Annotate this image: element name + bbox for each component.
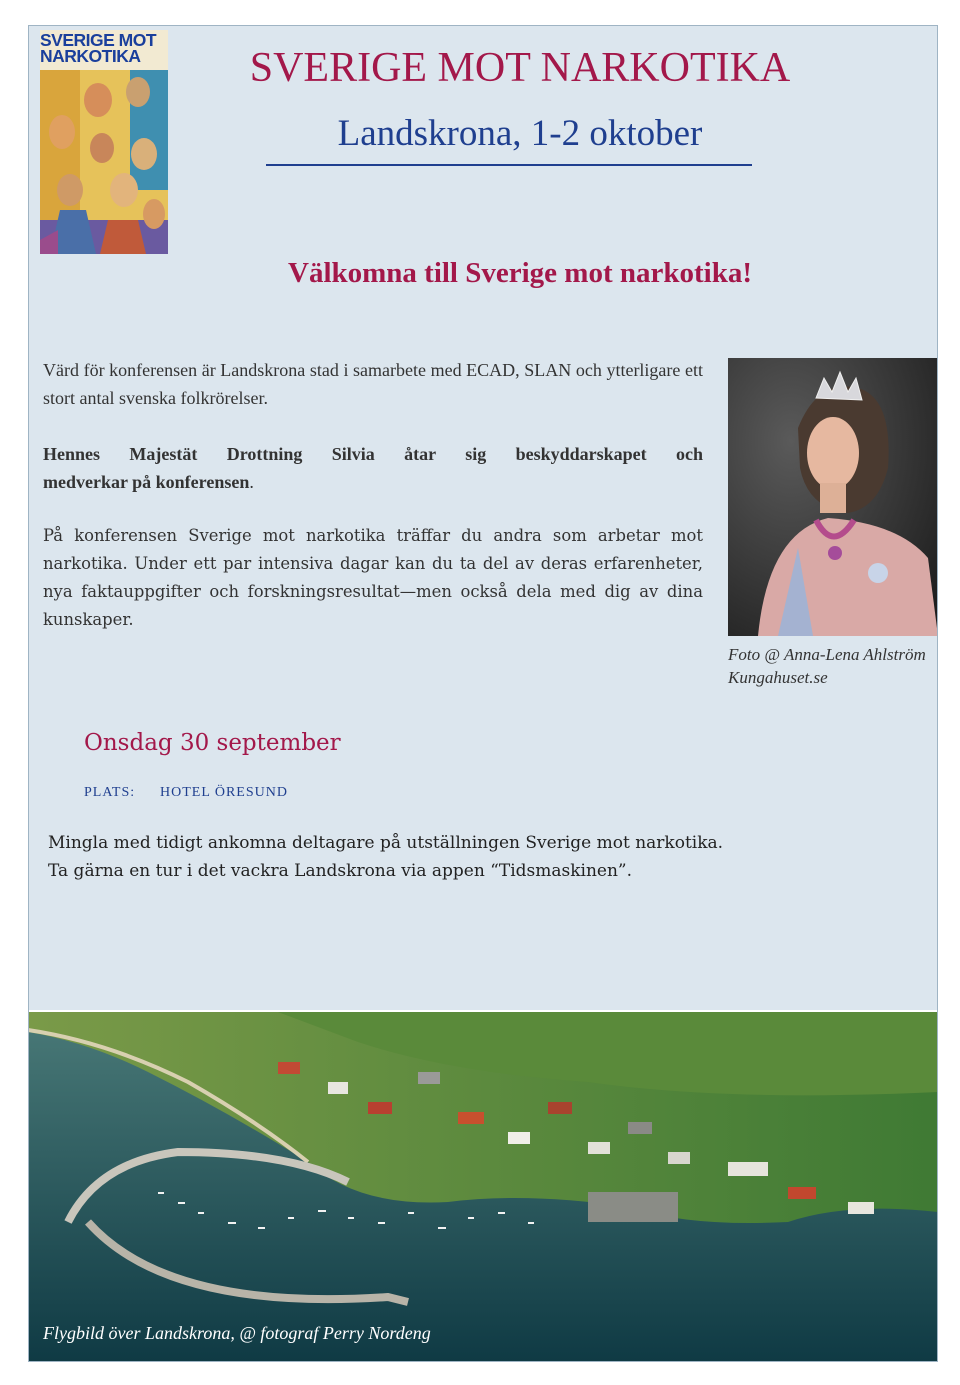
aerial-harbour-illustration	[28, 1012, 938, 1362]
about-paragraph: På konferensen Sverige mot narkotika träffar du andra som arbetar mot narkotika. Under ett par intensiva dagar kan du ta del av deras erfarenheter, nya faktauppgifter och forskningsresultat—men också dela med dig av dina kunskaper.	[43, 526, 703, 629]
aerial-caption: Flygbild över Landskrona, @ fotograf Perry Nordeng	[43, 1323, 431, 1343]
poster-title	[40, 32, 168, 64]
welcome-heading: Välkomna till Sverige mot narkotika!	[288, 257, 752, 289]
place-value: HOTEL ÖRESUND	[160, 785, 288, 800]
place-label: PLATS:	[84, 785, 136, 800]
queen-portrait-illustration	[728, 358, 938, 636]
day-description-line1: Mingla med tidigt ankomna deltagare på utställningen Sverige mot narkotika.	[48, 833, 724, 853]
patron-line1: Hennes Majestät Drottning Silvia åtar sig beskyddarskapet och	[43, 444, 703, 464]
day-heading: Onsdag 30 september	[84, 730, 341, 756]
page-subtitle: Landskrona, 1-2 oktober	[337, 113, 703, 154]
poster-title-line1: SVERIGE MOT	[40, 30, 157, 50]
patron-period: .	[249, 472, 254, 492]
day-description-line2: Ta gärna en tur i det vackra Landskrona via appen “Tidsmaskinen”.	[48, 861, 633, 881]
patron-line2: medverkar på konferensen	[43, 472, 250, 492]
aerial-photo	[28, 1012, 938, 1362]
page-title: SVERIGE MOT NARKOTIKA	[249, 45, 791, 91]
poster-image	[40, 30, 168, 254]
title-underline	[266, 164, 752, 166]
poster-title-line2: NARKOTIKA	[40, 46, 141, 66]
photo-caption	[728, 643, 943, 689]
photo-caption-line1: Foto @ Anna-Lena Ahlström	[728, 645, 926, 664]
day-description	[48, 829, 723, 885]
queen-photo	[728, 358, 938, 636]
patron-paragraph	[43, 440, 703, 496]
photo-caption-line2: Kungahuset.se	[728, 668, 828, 687]
host-paragraph: Värd för konferensen är Landskrona stad i samarbete med ECAD, SLAN och ytterligare ett stort antal svenska folkrörelser.	[43, 360, 703, 408]
